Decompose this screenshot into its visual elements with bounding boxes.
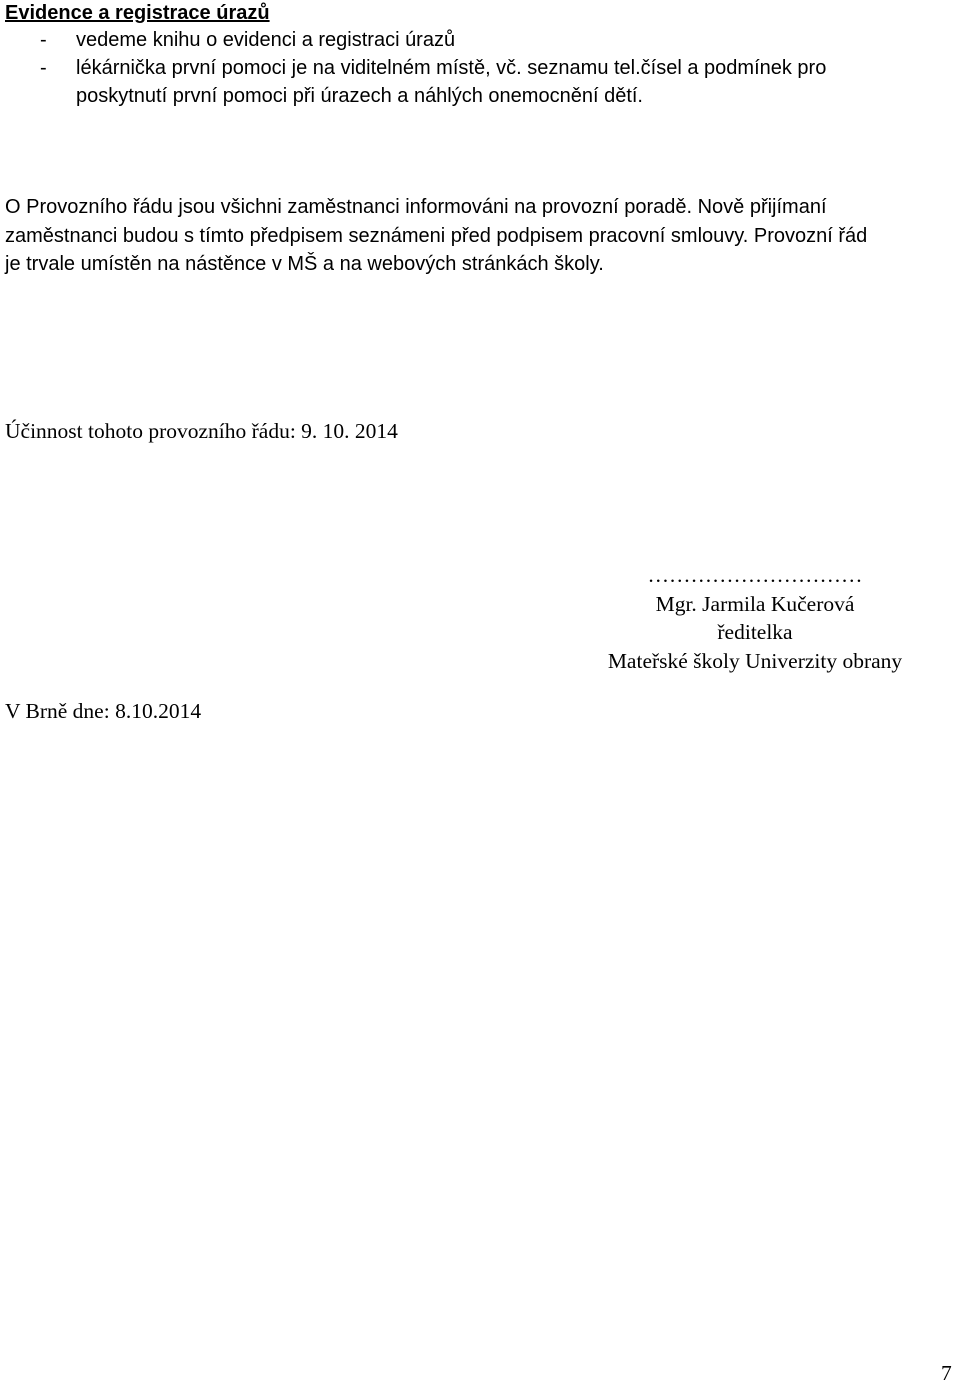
list-bullet: - — [40, 29, 47, 51]
page-number: 7 — [941, 1361, 952, 1385]
effective-date: Účinnost tohoto provozního řádu: 9. 10. 2014 — [5, 419, 398, 443]
signature-block — [600, 561, 910, 675]
list-item-text-continued: poskytnutí první pomoci při úrazech a náhlých onemocnění dětí. — [76, 85, 643, 107]
list-bullet: - — [40, 57, 47, 79]
paragraph-line: je trvale umístěn na nástěnce v MŠ a na webových stránkách školy. — [5, 253, 604, 275]
signature-line: ………………………… — [647, 563, 863, 587]
list-item — [0, 54, 960, 110]
list-item-text: vedeme knihu o evidenci a registraci úrazů — [76, 29, 456, 51]
place-date: V Brně dne: 8.10.2014 — [5, 699, 202, 723]
signatory-name: Mgr. Jarmila Kučerová — [655, 591, 855, 616]
paragraph-line: O Provozního řádu jsou všichni zaměstnanci informováni na provozní poradě. Nově přijímaní — [5, 196, 827, 218]
signatory-role: ředitelka — [717, 620, 793, 644]
info-paragraph — [5, 193, 867, 279]
paragraph-line: zaměstnanci budou s tímto předpisem seznámeni před podpisem pracovní smlouvy. Provozní řád — [5, 224, 868, 247]
list-item-text: lékárnička první pomoci je na viditelném místě, vč. seznamu tel.čísel a podmínek pro — [76, 57, 827, 79]
signatory-organization: Mateřské školy Univerzity obrany — [607, 648, 903, 673]
list-item — [0, 26, 960, 54]
section-heading: Evidence a registrace úrazů — [5, 2, 270, 24]
